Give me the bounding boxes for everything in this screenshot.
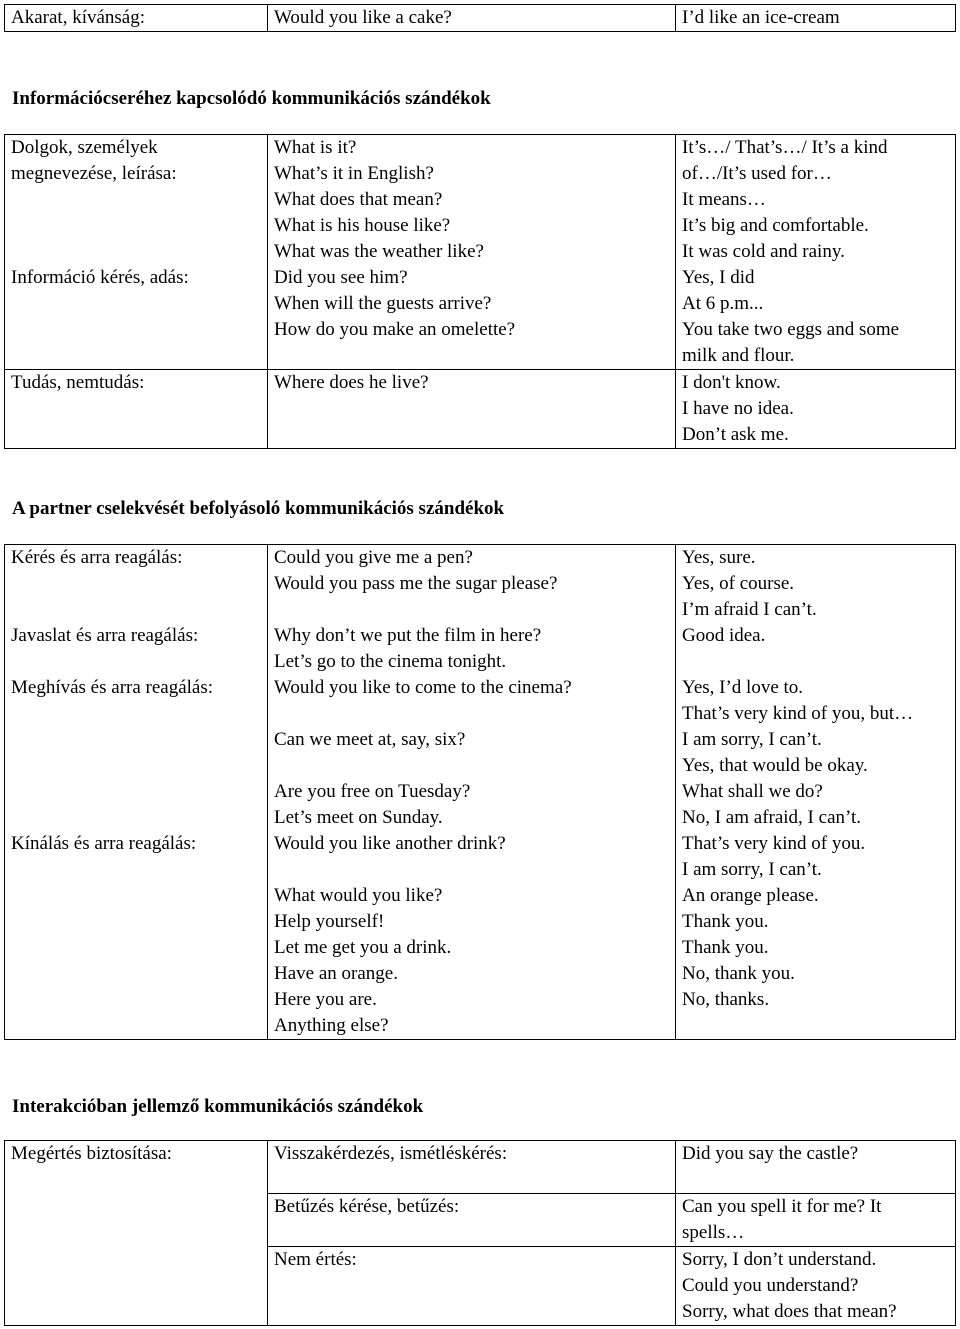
type-line: Betűzés kérése, betűzés:: [274, 1196, 460, 1217]
answer-cell: [676, 5, 956, 32]
question-line: What is it?: [274, 137, 357, 158]
label-cell: [5, 545, 268, 1040]
table-row: [5, 545, 956, 1040]
type-line: Nem értés:: [274, 1249, 357, 1270]
question-line: Could you give me a pen?: [274, 547, 473, 568]
answer-line: Don’t ask me.: [682, 424, 789, 445]
answer-line: No, thanks.: [682, 989, 770, 1010]
answer-line: Yes, I did: [682, 267, 755, 288]
answer-line: What shall we do?: [682, 781, 823, 802]
type-cell: [268, 1194, 676, 1247]
interaction-table: [4, 1140, 956, 1326]
answer-line: Yes, I’d love to.: [682, 677, 804, 698]
answer-line: No, I am afraid, I can’t.: [682, 807, 862, 828]
question-line: Where does he live?: [274, 372, 429, 393]
spacer: [11, 701, 267, 727]
question-line: Would you like a cake?: [274, 7, 452, 28]
question-line: Can we meet at, say, six?: [274, 729, 466, 750]
example-line: spells…: [682, 1222, 745, 1243]
spacer: [11, 213, 267, 239]
example-line: Can you spell it for me? It: [682, 1196, 882, 1217]
question-line: [274, 857, 675, 883]
answer-line: You take two eggs and some: [682, 319, 900, 340]
spacer: [11, 779, 267, 805]
row-label: Meghívás és arra reagálás:: [11, 677, 214, 698]
answer-line: [682, 1013, 955, 1039]
question-cell: [268, 545, 676, 1040]
type-line: Visszakérdezés, ismétléskérés:: [274, 1143, 508, 1164]
answer-line: At 6 p.m...: [682, 293, 764, 314]
wish-table: [4, 4, 956, 32]
row-label: Dolgok, személyek: [11, 137, 158, 158]
example-line: Sorry, what does that mean?: [682, 1301, 897, 1322]
spacer: [11, 187, 267, 213]
question-line: Would you like to come to the cinema?: [274, 677, 572, 698]
label-cell: [5, 5, 268, 32]
answer-line: milk and flour.: [682, 345, 795, 366]
label-cell: [5, 135, 268, 370]
question-line: What does that mean?: [274, 189, 443, 210]
row-label: megnevezése, leírása:: [11, 163, 177, 184]
row-label: Megértés biztosítása:: [11, 1143, 172, 1164]
section-title-interaction: Interakcióban jellemző kommunikációs szándékok: [12, 1096, 424, 1117]
answer-line: Thank you.: [682, 911, 769, 932]
section-title-partner-influence: A partner cselekvését befolyásoló kommunikációs szándékok: [12, 498, 505, 519]
answer-line: Yes, of course.: [682, 573, 795, 594]
spacer: [11, 571, 267, 597]
spacer: [11, 753, 267, 779]
question-line: How do you make an omelette?: [274, 319, 516, 340]
example-line: Could you understand?: [682, 1275, 859, 1296]
answer-line: Good idea.: [682, 625, 766, 646]
row-label: Tudás, nemtudás:: [11, 372, 145, 393]
label-cell: [5, 1141, 268, 1326]
answer-line: [682, 649, 955, 675]
answer-line: It’s…/ That’s…/ It’s a kind: [682, 137, 888, 158]
answer-cell: [676, 545, 956, 1040]
answer-line: Thank you.: [682, 937, 769, 958]
question-line: When will the guests arrive?: [274, 293, 492, 314]
spacer: [11, 239, 267, 265]
answer-cell: [676, 370, 956, 449]
example-cell: [676, 1247, 956, 1326]
partner-influence-table: [4, 544, 956, 1040]
question-line: Are you free on Tuesday?: [274, 781, 471, 802]
type-cell: [268, 1141, 676, 1194]
answer-line: I’d like an ice-cream: [682, 7, 840, 28]
answer-line: Yes, sure.: [682, 547, 756, 568]
question-line: Anything else?: [274, 1015, 389, 1036]
example-cell: [676, 1194, 956, 1247]
row-label: Javaslat és arra reagálás:: [11, 625, 199, 646]
question-cell: [268, 370, 676, 449]
question-line: [274, 753, 675, 779]
question-line: Let me get you a drink.: [274, 937, 452, 958]
answer-line: I have no idea.: [682, 398, 794, 419]
type-cell: [268, 1247, 676, 1326]
spacer: [11, 649, 267, 675]
question-line: Would you pass me the sugar please?: [274, 573, 558, 594]
section-title-information-exchange: Információcseréhez kapcsolódó kommunikációs szándékok: [12, 88, 491, 109]
answer-line: of…/It’s used for…: [682, 163, 832, 184]
table-row: [5, 135, 956, 370]
answer-line: It was cold and rainy.: [682, 241, 845, 262]
question-line: What was the weather like?: [274, 241, 484, 262]
spacer: [11, 727, 267, 753]
answer-line: Yes, that would be okay.: [682, 755, 868, 776]
row-label: Akarat, kívánság:: [11, 7, 146, 28]
answer-line: It means…: [682, 189, 766, 210]
question-line: Have an orange.: [274, 963, 398, 984]
label-cell: [5, 370, 268, 449]
answer-line: I am sorry, I can’t.: [682, 859, 822, 880]
question-line: What would you like?: [274, 885, 443, 906]
example-line: Sorry, I don’t understand.: [682, 1249, 877, 1270]
spacer: [11, 597, 267, 623]
answer-line: I’m afraid I can’t.: [682, 599, 817, 620]
answer-cell: [676, 135, 956, 370]
spacer: [11, 805, 267, 831]
question-line: Why don’t we put the film in here?: [274, 625, 542, 646]
question-line: Let’s go to the cinema tonight.: [274, 651, 507, 672]
answer-line: No, thank you.: [682, 963, 795, 984]
answer-line: That’s very kind of you, but…: [682, 703, 914, 724]
example-line: Did you say the castle?: [682, 1143, 859, 1164]
answer-line: An orange please.: [682, 885, 819, 906]
question-cell: [268, 5, 676, 32]
question-line: Did you see him?: [274, 267, 408, 288]
question-line: [274, 597, 675, 623]
answer-line: I don't know.: [682, 372, 781, 393]
question-line: Here you are.: [274, 989, 377, 1010]
question-line: [274, 701, 675, 727]
example-cell: [676, 1141, 956, 1194]
question-cell: [268, 135, 676, 370]
question-line: Let’s meet on Sunday.: [274, 807, 443, 828]
question-line: Help yourself!: [274, 911, 385, 932]
row-label: Kérés és arra reagálás:: [11, 547, 183, 568]
answer-line: I am sorry, I can’t.: [682, 729, 822, 750]
answer-line: It’s big and comfortable.: [682, 215, 869, 236]
question-line: What’s it in English?: [274, 163, 434, 184]
row-label: Kínálás és arra reagálás:: [11, 833, 197, 854]
table-row: [5, 370, 956, 449]
question-line: Would you like another drink?: [274, 833, 506, 854]
row-label: Információ kérés, adás:: [11, 267, 189, 288]
table-row: [5, 1141, 956, 1194]
information-exchange-table: [4, 134, 956, 449]
answer-line: That’s very kind of you.: [682, 833, 866, 854]
question-line: What is his house like?: [274, 215, 451, 236]
table-row: [5, 5, 956, 32]
